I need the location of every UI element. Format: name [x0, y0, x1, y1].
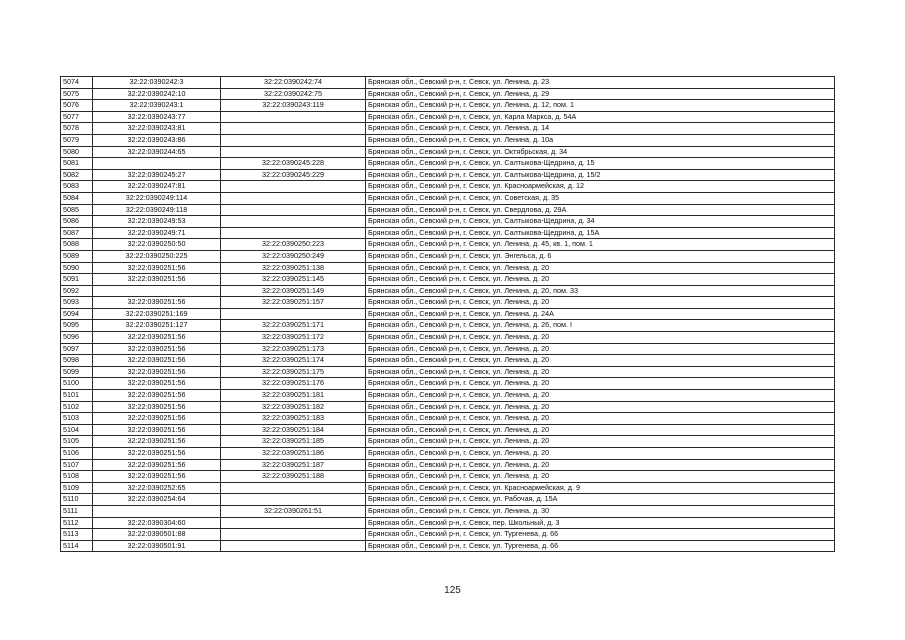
row-number-cell: 5076: [61, 100, 93, 112]
table-row: [61, 111, 835, 123]
address-cell: Брянская обл., Севский р-н, г. Севск, ул. Ленина, д. 20, пом. 33: [366, 285, 835, 297]
row-number-cell: 5083: [61, 181, 93, 193]
land-cadastral-number-cell: 32:22:0390251:56: [93, 436, 221, 448]
address-cell: Брянская обл., Севский р-н, г. Севск, ул. Ленина, д. 20: [366, 413, 835, 425]
row-number-cell: 5086: [61, 216, 93, 228]
page-number: 125: [444, 585, 461, 596]
land-cadastral-number-cell: 32:22:0390250:50: [93, 239, 221, 251]
table-row: [61, 285, 835, 297]
land-cadastral-number-cell: 32:22:0390252:65: [93, 482, 221, 494]
table-row: [61, 424, 835, 436]
row-number-cell: 5075: [61, 88, 93, 100]
address-cell: Брянская обл., Севский р-н, г. Севск, ул. Ленина, д. 20: [366, 355, 835, 367]
address-cell: Брянская обл., Севский р-н, г. Севск, ул. Салтыкова-Щедрина, д. 15: [366, 158, 835, 170]
land-cadastral-number-cell: 32:22:0390251:56: [93, 274, 221, 286]
land-cadastral-number-cell: 32:22:0390249:118: [93, 204, 221, 216]
building-cadastral-number-cell: [221, 540, 366, 552]
building-cadastral-number-cell: 32:22:0390251:185: [221, 436, 366, 448]
address-cell: Брянская обл., Севский р-н, г. Севск, ул. Ленина, д. 20: [366, 471, 835, 483]
building-cadastral-number-cell: 32:22:0390251:157: [221, 297, 366, 309]
address-cell: Брянская обл., Севский р-н, г. Севск, ул. Салтыкова-Щедрина, д. 15А: [366, 227, 835, 239]
table-row: [61, 227, 835, 239]
row-number-cell: 5079: [61, 134, 93, 146]
table-row: [61, 146, 835, 158]
building-cadastral-number-cell: [221, 517, 366, 529]
table-row: [61, 482, 835, 494]
land-cadastral-number-cell: [93, 505, 221, 517]
address-cell: Брянская обл., Севский р-н, г. Севск, ул. Ленина, д. 23: [366, 77, 835, 89]
building-cadastral-number-cell: [221, 204, 366, 216]
row-number-cell: 5112: [61, 517, 93, 529]
address-cell: Брянская обл., Севский р-н, г. Севск, ул. Ленина, д. 20: [366, 401, 835, 413]
building-cadastral-number-cell: 32:22:0390251:172: [221, 332, 366, 344]
address-cell: Брянская обл., Севский р-н, г. Севск, ул. Ленина, д. 26, пом. I: [366, 320, 835, 332]
building-cadastral-number-cell: 32:22:0390245:229: [221, 169, 366, 181]
table-row: [61, 158, 835, 170]
land-cadastral-number-cell: 32:22:0390251:127: [93, 320, 221, 332]
land-cadastral-number-cell: 32:22:0390251:56: [93, 297, 221, 309]
row-number-cell: 5089: [61, 250, 93, 262]
building-cadastral-number-cell: 32:22:0390243:119: [221, 100, 366, 112]
table-row: [61, 262, 835, 274]
building-cadastral-number-cell: 32:22:0390242:75: [221, 88, 366, 100]
building-cadastral-number-cell: 32:22:0390251:183: [221, 413, 366, 425]
table-row: [61, 192, 835, 204]
building-cadastral-number-cell: [221, 227, 366, 239]
land-cadastral-number-cell: 32:22:0390251:56: [93, 332, 221, 344]
row-number-cell: 5099: [61, 366, 93, 378]
land-cadastral-number-cell: 32:22:0390251:56: [93, 401, 221, 413]
land-cadastral-number-cell: 32:22:0390251:56: [93, 355, 221, 367]
table-row: [61, 494, 835, 506]
row-number-cell: 5103: [61, 413, 93, 425]
building-cadastral-number-cell: 32:22:0390251:187: [221, 459, 366, 471]
address-cell: Брянская обл., Севский р-н, г. Севск, ул. Ленина, д. 20: [366, 262, 835, 274]
address-cell: Брянская обл., Севский р-н, г. Севск, ул. Ленина, д. 29: [366, 88, 835, 100]
land-cadastral-number-cell: 32:22:0390251:56: [93, 459, 221, 471]
building-cadastral-number-cell: 32:22:0390242:74: [221, 77, 366, 89]
land-cadastral-number-cell: 32:22:0390243:77: [93, 111, 221, 123]
building-cadastral-number-cell: [221, 482, 366, 494]
building-cadastral-number-cell: [221, 192, 366, 204]
row-number-cell: 5100: [61, 378, 93, 390]
land-cadastral-number-cell: 32:22:0390254:64: [93, 494, 221, 506]
row-number-cell: 5104: [61, 424, 93, 436]
land-cadastral-number-cell: [93, 158, 221, 170]
table-row: [61, 181, 835, 193]
row-number-cell: 5113: [61, 529, 93, 541]
row-number-cell: 5107: [61, 459, 93, 471]
row-number-cell: 5078: [61, 123, 93, 135]
table-row: [61, 100, 835, 112]
address-cell: Брянская обл., Севский р-н, г. Севск, ул. Ленина, д. 20: [366, 424, 835, 436]
table-row: [61, 471, 835, 483]
address-cell: Брянская обл., Севский р-н, г. Севск, ул. Ленина, д. 12, пом. 1: [366, 100, 835, 112]
land-cadastral-number-cell: 32:22:0390243:86: [93, 134, 221, 146]
land-cadastral-number-cell: 32:22:0390501:88: [93, 529, 221, 541]
building-cadastral-number-cell: 32:22:0390251:138: [221, 262, 366, 274]
address-cell: Брянская обл., Севский р-н, г. Севск, ул. Ленина, д. 20: [366, 459, 835, 471]
table-row: [61, 332, 835, 344]
land-cadastral-number-cell: 32:22:0390251:56: [93, 448, 221, 460]
address-cell: Брянская обл., Севский р-н, г. Севск, ул. Ленина, д. 30: [366, 505, 835, 517]
land-cadastral-number-cell: 32:22:0390243:81: [93, 123, 221, 135]
address-cell: Брянская обл., Севский р-н, г. Севск, ул. Ленина, д. 45, кв. 1, пом. 1: [366, 239, 835, 251]
address-cell: Брянская обл., Севский р-н, г. Севск, ул. Ленина, д. 10а: [366, 134, 835, 146]
address-cell: Брянская обл., Севский р-н, г. Севск, ул. Ленина, д. 14: [366, 123, 835, 135]
row-number-cell: 5095: [61, 320, 93, 332]
table-row: [61, 355, 835, 367]
land-cadastral-number-cell: 32:22:0390247:81: [93, 181, 221, 193]
land-cadastral-number-cell: 32:22:0390251:56: [93, 390, 221, 402]
row-number-cell: 5102: [61, 401, 93, 413]
row-number-cell: 5101: [61, 390, 93, 402]
building-cadastral-number-cell: 32:22:0390251:186: [221, 448, 366, 460]
table-row: [61, 459, 835, 471]
row-number-cell: 5088: [61, 239, 93, 251]
table-row: [61, 204, 835, 216]
building-cadastral-number-cell: [221, 181, 366, 193]
building-cadastral-number-cell: 32:22:0390251:149: [221, 285, 366, 297]
land-cadastral-number-cell: 32:22:0390501:91: [93, 540, 221, 552]
row-number-cell: 5092: [61, 285, 93, 297]
table-row: [61, 413, 835, 425]
land-cadastral-number-cell: 32:22:0390242:3: [93, 77, 221, 89]
address-cell: Брянская обл., Севский р-н, г. Севск, ул. Ленина, д. 20: [366, 297, 835, 309]
building-cadastral-number-cell: [221, 146, 366, 158]
row-number-cell: 5082: [61, 169, 93, 181]
row-number-cell: 5114: [61, 540, 93, 552]
address-cell: Брянская обл., Севский р-н, г. Севск, ул. Ленина, д. 20: [366, 378, 835, 390]
table-row: [61, 297, 835, 309]
registry-table-body: [61, 77, 835, 552]
table-row: [61, 390, 835, 402]
address-cell: Брянская обл., Севский р-н, г. Севск, ул. Красноармейская, д. 12: [366, 181, 835, 193]
address-cell: Брянская обл., Севский р-н, г. Севск, ул. Рабочая, д. 15А: [366, 494, 835, 506]
table-row: [61, 88, 835, 100]
building-cadastral-number-cell: 32:22:0390250:249: [221, 250, 366, 262]
table-row: [61, 505, 835, 517]
building-cadastral-number-cell: 32:22:0390251:174: [221, 355, 366, 367]
land-cadastral-number-cell: 32:22:0390251:56: [93, 471, 221, 483]
land-cadastral-number-cell: 32:22:0390251:56: [93, 413, 221, 425]
land-cadastral-number-cell: 32:22:0390245:27: [93, 169, 221, 181]
land-cadastral-number-cell: 32:22:0390243:1: [93, 100, 221, 112]
row-number-cell: 5105: [61, 436, 93, 448]
land-cadastral-number-cell: 32:22:0390251:56: [93, 343, 221, 355]
row-number-cell: 5106: [61, 448, 93, 460]
building-cadastral-number-cell: 32:22:0390250:223: [221, 239, 366, 251]
row-number-cell: 5097: [61, 343, 93, 355]
table-row: [61, 134, 835, 146]
row-number-cell: 5084: [61, 192, 93, 204]
building-cadastral-number-cell: 32:22:0390251:176: [221, 378, 366, 390]
table-row: [61, 239, 835, 251]
address-cell: Брянская обл., Севский р-н, г. Севск, ул. Ленина, д. 20: [366, 343, 835, 355]
table-row: [61, 529, 835, 541]
row-number-cell: 5087: [61, 227, 93, 239]
table-row: [61, 274, 835, 286]
land-cadastral-number-cell: [93, 285, 221, 297]
address-cell: Брянская обл., Севский р-н, г. Севск, ул. Тургенева, д. 66: [366, 529, 835, 541]
address-cell: Брянская обл., Севский р-н, г. Севск, ул. Салтыкова-Щедрина, д. 34: [366, 216, 835, 228]
building-cadastral-number-cell: [221, 529, 366, 541]
building-cadastral-number-cell: 32:22:0390251:173: [221, 343, 366, 355]
row-number-cell: 5108: [61, 471, 93, 483]
building-cadastral-number-cell: 32:22:0390251:184: [221, 424, 366, 436]
row-number-cell: 5098: [61, 355, 93, 367]
table-row: [61, 401, 835, 413]
table-row: [61, 378, 835, 390]
row-number-cell: 5081: [61, 158, 93, 170]
row-number-cell: 5093: [61, 297, 93, 309]
row-number-cell: 5091: [61, 274, 93, 286]
land-cadastral-number-cell: 32:22:0390244:65: [93, 146, 221, 158]
building-cadastral-number-cell: 32:22:0390251:175: [221, 366, 366, 378]
address-cell: Брянская обл., Севский р-н, г. Севск, ул. Октябрьская, д. 34: [366, 146, 835, 158]
row-number-cell: 5080: [61, 146, 93, 158]
row-number-cell: 5090: [61, 262, 93, 274]
table-row: [61, 123, 835, 135]
building-cadastral-number-cell: 32:22:0390251:171: [221, 320, 366, 332]
address-cell: Брянская обл., Севский р-н, г. Севск, пер. Школьный, д. 3: [366, 517, 835, 529]
building-cadastral-number-cell: [221, 216, 366, 228]
table-row: [61, 517, 835, 529]
land-cadastral-number-cell: 32:22:0390251:169: [93, 308, 221, 320]
address-cell: Брянская обл., Севский р-н, г. Севск, ул. Тургенева, д. 66: [366, 540, 835, 552]
row-number-cell: 5085: [61, 204, 93, 216]
building-cadastral-number-cell: 32:22:0390251:182: [221, 401, 366, 413]
building-cadastral-number-cell: 32:22:0390251:145: [221, 274, 366, 286]
building-cadastral-number-cell: [221, 134, 366, 146]
building-cadastral-number-cell: 32:22:0390245:228: [221, 158, 366, 170]
table-row: [61, 436, 835, 448]
land-cadastral-number-cell: 32:22:0390304:60: [93, 517, 221, 529]
row-number-cell: 5109: [61, 482, 93, 494]
table-row: [61, 540, 835, 552]
land-cadastral-number-cell: 32:22:0390242:10: [93, 88, 221, 100]
land-cadastral-number-cell: 32:22:0390249:71: [93, 227, 221, 239]
row-number-cell: 5110: [61, 494, 93, 506]
building-cadastral-number-cell: 32:22:0390251:188: [221, 471, 366, 483]
table-row: [61, 320, 835, 332]
address-cell: Брянская обл., Севский р-н, г. Севск, ул. Ленина, д. 20: [366, 448, 835, 460]
address-cell: Брянская обл., Севский р-н, г. Севск, ул. Ленина, д. 20: [366, 332, 835, 344]
building-cadastral-number-cell: [221, 123, 366, 135]
address-cell: Брянская обл., Севский р-н, г. Севск, ул. Ленина, д. 20: [366, 366, 835, 378]
registry-table: [60, 76, 835, 552]
address-cell: Брянская обл., Севский р-н, г. Севск, ул. Ленина, д. 20: [366, 390, 835, 402]
row-number-cell: 5074: [61, 77, 93, 89]
land-cadastral-number-cell: 32:22:0390249:114: [93, 192, 221, 204]
land-cadastral-number-cell: 32:22:0390251:56: [93, 378, 221, 390]
table-row: [61, 216, 835, 228]
table-row: [61, 77, 835, 89]
address-cell: Брянская обл., Севский р-н, г. Севск, ул. Карла Маркса, д. 54А: [366, 111, 835, 123]
building-cadastral-number-cell: [221, 494, 366, 506]
table-row: [61, 308, 835, 320]
address-cell: Брянская обл., Севский р-н, г. Севск, ул. Ленина, д. 24А: [366, 308, 835, 320]
row-number-cell: 5111: [61, 505, 93, 517]
building-cadastral-number-cell: 32:22:0390251:181: [221, 390, 366, 402]
address-cell: Брянская обл., Севский р-н, г. Севск, ул. Ленина, д. 20: [366, 274, 835, 286]
land-cadastral-number-cell: 32:22:0390251:56: [93, 424, 221, 436]
address-cell: Брянская обл., Севский р-н, г. Севск, ул. Ленина, д. 20: [366, 436, 835, 448]
building-cadastral-number-cell: 32:22:0390261:51: [221, 505, 366, 517]
table-row: [61, 366, 835, 378]
row-number-cell: 5094: [61, 308, 93, 320]
row-number-cell: 5096: [61, 332, 93, 344]
table-row: [61, 250, 835, 262]
table-row: [61, 448, 835, 460]
address-cell: Брянская обл., Севский р-н, г. Севск, ул. Свердлова, д. 29А: [366, 204, 835, 216]
land-cadastral-number-cell: 32:22:0390251:56: [93, 262, 221, 274]
address-cell: Брянская обл., Севский р-н, г. Севск, ул. Энгельса, д. 6: [366, 250, 835, 262]
land-cadastral-number-cell: 32:22:0390250:225: [93, 250, 221, 262]
table-row: [61, 169, 835, 181]
address-cell: Брянская обл., Севский р-н, г. Севск, ул. Салтыкова-Щедрина, д. 15/2: [366, 169, 835, 181]
building-cadastral-number-cell: [221, 308, 366, 320]
land-cadastral-number-cell: 32:22:0390249:53: [93, 216, 221, 228]
table-row: [61, 343, 835, 355]
row-number-cell: 5077: [61, 111, 93, 123]
building-cadastral-number-cell: [221, 111, 366, 123]
address-cell: Брянская обл., Севский р-н, г. Севск, ул. Советская, д. 35: [366, 192, 835, 204]
address-cell: Брянская обл., Севский р-н, г. Севск, ул. Красноармейская, д. 9: [366, 482, 835, 494]
land-cadastral-number-cell: 32:22:0390251:56: [93, 366, 221, 378]
